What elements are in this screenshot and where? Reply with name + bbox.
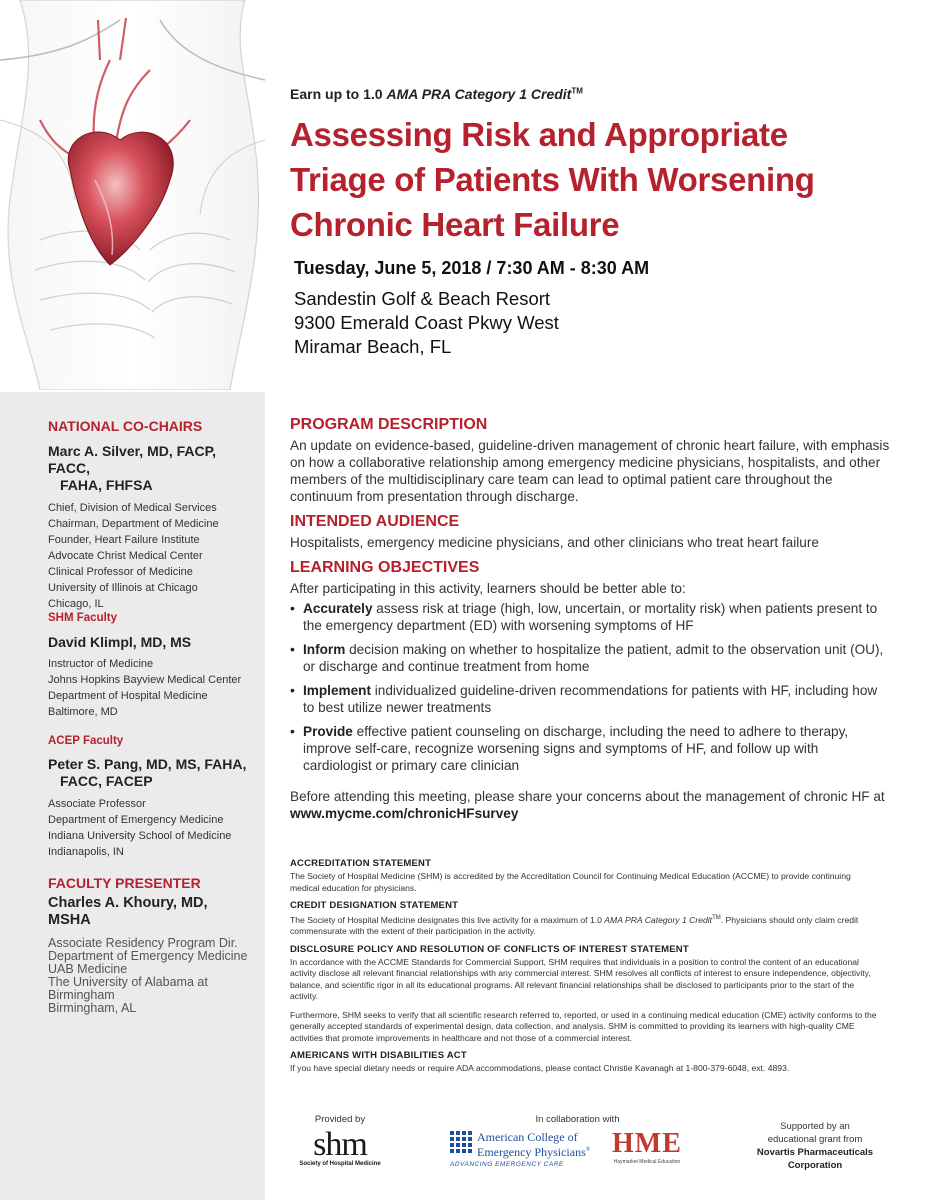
title-line: Triage of Patients With Worsening xyxy=(290,161,815,198)
heart-anatomy-illustration xyxy=(0,0,265,390)
collaboration-label: In collaboration with xyxy=(535,1114,620,1125)
objective-bold: Accurately xyxy=(303,601,373,616)
shm-faculty-section xyxy=(48,612,258,720)
credit-text-italic: AMA PRA Category 1 Credit xyxy=(604,914,713,925)
fine-print xyxy=(290,858,880,1075)
collaborator-logos xyxy=(450,1128,705,1181)
credit-prefix: Earn up to 1.0 xyxy=(290,86,387,102)
venue-line: 9300 Emerald Coast Pkwy West xyxy=(294,312,559,333)
presenter-name-line-1: Charles A. Khoury, MD, xyxy=(48,895,208,911)
acep-line: Department of Emergency Medicine xyxy=(48,814,224,826)
shm-line: Department of Hospital Medicine xyxy=(48,690,208,702)
audience-heading: INTENDED AUDIENCE xyxy=(290,513,460,530)
credit-text-2: . Physicians should only claim credit commensurate with the extent of their participation in the activity. xyxy=(290,914,859,937)
credit-text-1: The Society of Hospital Medicine designates this live activity for a maximum of 1.0 xyxy=(290,914,605,925)
shm-faculty-heading: SHM Faculty xyxy=(48,612,118,624)
support-line-4: Corporation xyxy=(787,1160,843,1171)
objective-item xyxy=(290,723,890,774)
survey-prefix: Before attending this meeting, please share your concerns about the management of chronic HF at xyxy=(290,789,885,804)
cochair-line: Chairman, Department of Medicine xyxy=(48,518,219,530)
credit-line xyxy=(290,86,583,102)
cochair-name-line-2: FAHA, FHFSA xyxy=(60,477,153,493)
presenter-details xyxy=(48,937,258,1015)
presenter-name xyxy=(48,895,258,929)
presenter-line: Department of Emergency Medicine xyxy=(48,949,248,963)
program-text: An update on evidence-based, guideline-driven management of chronic heart failure, with emphasis on how a collaborative relationship among emergency medicine physicians, hospitalists, and other members of the multidisciplinary care team can lead to optimal patient care throughout the continuum from presentation through discharge. xyxy=(290,438,890,504)
disclosure-text-2: Furthermore, SHM seeks to verify that all scientific research referred to, reported, or used in a continuing medical education (CME) activity conforms to the generally accepted standards of experimental design, data collection, and analysis. SHM is committed to providing its learners with high-quality CME activities that promote improvements in healthcare and not those of a commercial interest. xyxy=(290,1009,877,1043)
objective-item xyxy=(290,641,890,675)
objective-text: individualized guideline-driven recommendations for patients with HF, including how to best utilize newer treatments xyxy=(303,683,878,715)
objectives-intro: After participating in this activity, learners should be better able to: xyxy=(290,581,686,596)
cochair-line: Founder, Heart Failure Institute xyxy=(48,534,200,546)
cochair-line: Clinical Professor of Medicine xyxy=(48,566,193,578)
venue-line: Sandestin Golf & Beach Resort xyxy=(294,288,551,309)
shm-logo-subtitle: Society of Hospital Medicine xyxy=(299,1161,381,1167)
event-venue xyxy=(294,287,559,359)
hme-logo-subtitle: Haymarket Medical Education xyxy=(613,1159,681,1165)
provided-by-label: Provided by xyxy=(314,1114,366,1125)
shm-faculty-name: David Klimpl, MD, MS xyxy=(48,634,192,650)
objective-bold: Provide xyxy=(303,724,353,739)
objective-text: assess risk at triage (high, low, uncertain, or mortality risk) when patients present to the emergency department (ED) with worsening symptoms of HF xyxy=(303,601,878,633)
presenter-line: Associate Residency Program Dir. xyxy=(48,936,238,950)
credit-italic: AMA PRA Category 1 Credit xyxy=(386,86,572,102)
disclosure-text-1: In accordance with the ACCME Standards for Commercial Support, SHM requires that individuals in a position to control the content of an educational activity disclose all relevant financial relationships with any commercial interest. SHM resolves all conflicts of interest to ensure independence, objectivity, balance, and scientific rigor in all its educational programs. All relevant financial relationships shall be disclosed to participants prior to the start of the activity. xyxy=(290,956,871,1002)
collaboration-block xyxy=(450,1114,705,1181)
credit-designation-text xyxy=(290,913,880,938)
acep-logo xyxy=(477,1131,590,1159)
main-content xyxy=(290,416,890,822)
cochair-line: University of Illinois at Chicago xyxy=(48,582,198,594)
support-line-3: Novartis Pharmaceuticals xyxy=(756,1147,874,1158)
cochairs-section xyxy=(48,418,258,612)
objective-item xyxy=(290,682,890,716)
shm-line: Instructor of Medicine xyxy=(48,658,154,670)
cochair-name xyxy=(48,443,258,494)
acep-name-line-1: Peter S. Pang, MD, MS, FAHA, xyxy=(48,756,247,772)
cochair-line: Chief, Division of Medical Services xyxy=(48,502,217,514)
objective-bold: Inform xyxy=(303,642,346,657)
acep-faculty-section xyxy=(48,735,258,860)
shm-line: Baltimore, MD xyxy=(48,706,118,718)
shm-logo: shm xyxy=(313,1126,367,1163)
survey-text xyxy=(290,788,890,822)
acep-logo-reg: ® xyxy=(585,1147,591,1153)
objective-item xyxy=(290,600,890,634)
disclosure-heading: DISCLOSURE POLICY AND RESOLUTION OF CONFLICTS OF INTEREST STATEMENT xyxy=(290,943,689,955)
page-title xyxy=(290,112,900,247)
cochair-name-line-1: Marc A. Silver, MD, FACP, FACC, xyxy=(48,443,217,476)
ada-text: If you have special dietary needs or require ADA accommodations, please contact Christie Kavanagh at 1-800-379-6048, ext. 4893. xyxy=(290,1063,790,1074)
title-line: Assessing Risk and Appropriate xyxy=(290,116,788,153)
title-line: Chronic Heart Failure xyxy=(290,206,620,243)
program-heading: PROGRAM DESCRIPTION xyxy=(290,416,488,433)
presenter-line: The University of Alabama at xyxy=(48,975,208,989)
faculty-presenter-heading: FACULTY PRESENTER xyxy=(48,875,201,891)
shm-line: Johns Hopkins Bayview Medical Center xyxy=(48,674,242,686)
hme-logo-block xyxy=(612,1129,682,1165)
presenter-line: UAB Medicine xyxy=(48,962,128,976)
accreditation-heading: ACCREDITATION STATEMENT xyxy=(290,858,432,869)
objectives-heading: LEARNING OBJECTIVES xyxy=(290,559,480,576)
hme-logo: HME xyxy=(612,1128,682,1159)
shm-faculty-details xyxy=(48,656,258,720)
credit-text-tm: TM xyxy=(712,915,721,921)
acep-name-line-2: FACC, FACEP xyxy=(60,773,153,789)
event-date: Tuesday, June 5, 2018 / 7:30 AM - 8:30 AM xyxy=(294,258,650,278)
cochair-line: Chicago, IL xyxy=(48,598,104,610)
heart-anatomy-icon xyxy=(0,0,265,390)
acep-logo-line-1: American College of xyxy=(477,1130,578,1144)
survey-link[interactable]: www.mycme.com/chronicHFsurvey xyxy=(290,806,519,821)
acep-faculty-name xyxy=(48,756,258,790)
acep-line: Indiana University School of Medicine xyxy=(48,830,232,842)
cochair-line: Advocate Christ Medical Center xyxy=(48,550,203,562)
provided-by-block xyxy=(290,1114,390,1167)
acep-faculty-heading: ACEP Faculty xyxy=(48,735,124,747)
acep-grid-icon xyxy=(450,1131,472,1153)
support-line-2: educational grant from xyxy=(767,1134,863,1145)
acep-line: Indianapolis, IN xyxy=(48,846,124,858)
ada-heading: AMERICANS WITH DISABILITIES ACT xyxy=(290,1050,467,1062)
acep-faculty-details xyxy=(48,796,258,860)
credit-tm: TM xyxy=(571,86,583,96)
support-block xyxy=(740,1120,890,1172)
faculty-presenter-section xyxy=(48,875,258,1015)
objective-text: decision making on whether to hospitalize the patient, admit to the observation unit (OU), or discharge and continue treatment from home xyxy=(303,642,884,674)
cochair-details xyxy=(48,500,258,612)
venue-line: Miramar Beach, FL xyxy=(294,336,452,357)
accreditation-text: The Society of Hospital Medicine (SHM) is accredited by the Accreditation Council for Continuing Medical Education (ACCME) to provide continuing medical education for physicians. xyxy=(290,871,851,893)
credit-designation-heading: CREDIT DESIGNATION STATEMENT xyxy=(290,900,459,911)
presenter-line: Birmingham, AL xyxy=(48,1001,137,1015)
support-line-1: Supported by an xyxy=(780,1121,850,1132)
acep-logo-line-2: Emergency Physicians xyxy=(477,1145,586,1159)
acep-line: Associate Professor xyxy=(48,798,146,810)
objective-bold: Implement xyxy=(303,683,371,698)
objective-text: effective patient counseling on discharge, including the need to adhere to therapy, improve self-care, recognize worsening signs and symptoms of HF, and follow up with cardiologist or primary care clinician xyxy=(303,724,849,773)
presenter-name-line-2: MSHA xyxy=(48,912,91,928)
cochairs-heading: NATIONAL CO-CHAIRS xyxy=(48,418,203,434)
audience-text: Hospitalists, emergency medicine physicians, and other clinicians who treat heart failure xyxy=(290,535,819,550)
presenter-line: Birmingham xyxy=(48,988,115,1002)
acep-tagline: ADVANCING EMERGENCY CARE xyxy=(450,1161,564,1168)
